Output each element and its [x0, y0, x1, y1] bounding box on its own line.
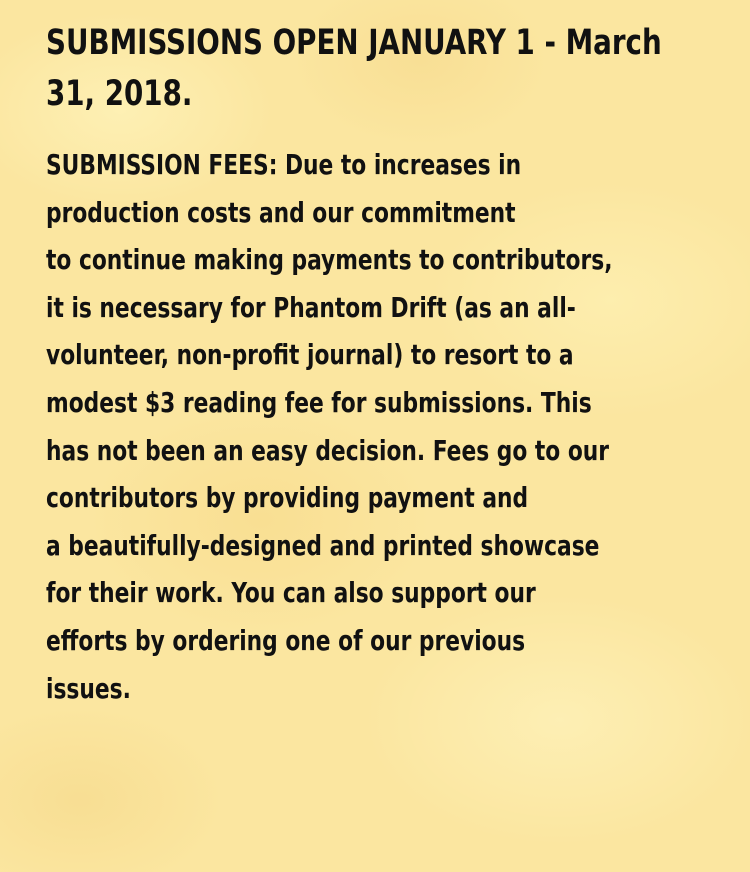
heading-line: SUBMISSIONS OPEN JANUARY 1 - March [46, 23, 662, 63]
heading-line: 31, 2018. [46, 74, 193, 114]
paragraph-line: production costs and our commitment [46, 196, 516, 229]
submission-notice [46, 18, 662, 713]
submission-dates-heading [46, 18, 662, 120]
paragraph-line: volunteer, non-profit journal) to resort to a [46, 339, 574, 372]
paragraph-line: to continue making payments to contributors, [46, 244, 613, 277]
paragraph-line: it is necessary for Phantom Drift (as an all- [46, 291, 576, 324]
paragraph-line: SUBMISSION FEES: Due to increases in [46, 149, 522, 181]
paragraph-line: modest $3 reading fee for submissions. This [46, 386, 592, 419]
paragraph-line: has not been an easy decision. Fees go to our [46, 434, 610, 467]
paragraph-line: issues. [46, 672, 131, 705]
paragraph-line: contributors by providing payment and [46, 482, 529, 515]
paragraph-line: a beautifully-designed and printed showcase [46, 529, 600, 562]
paragraph-line: for their work. You can also support our [46, 577, 536, 610]
submission-fees-paragraph [46, 142, 644, 713]
paragraph-line: efforts by ordering one of our previous [46, 624, 526, 657]
